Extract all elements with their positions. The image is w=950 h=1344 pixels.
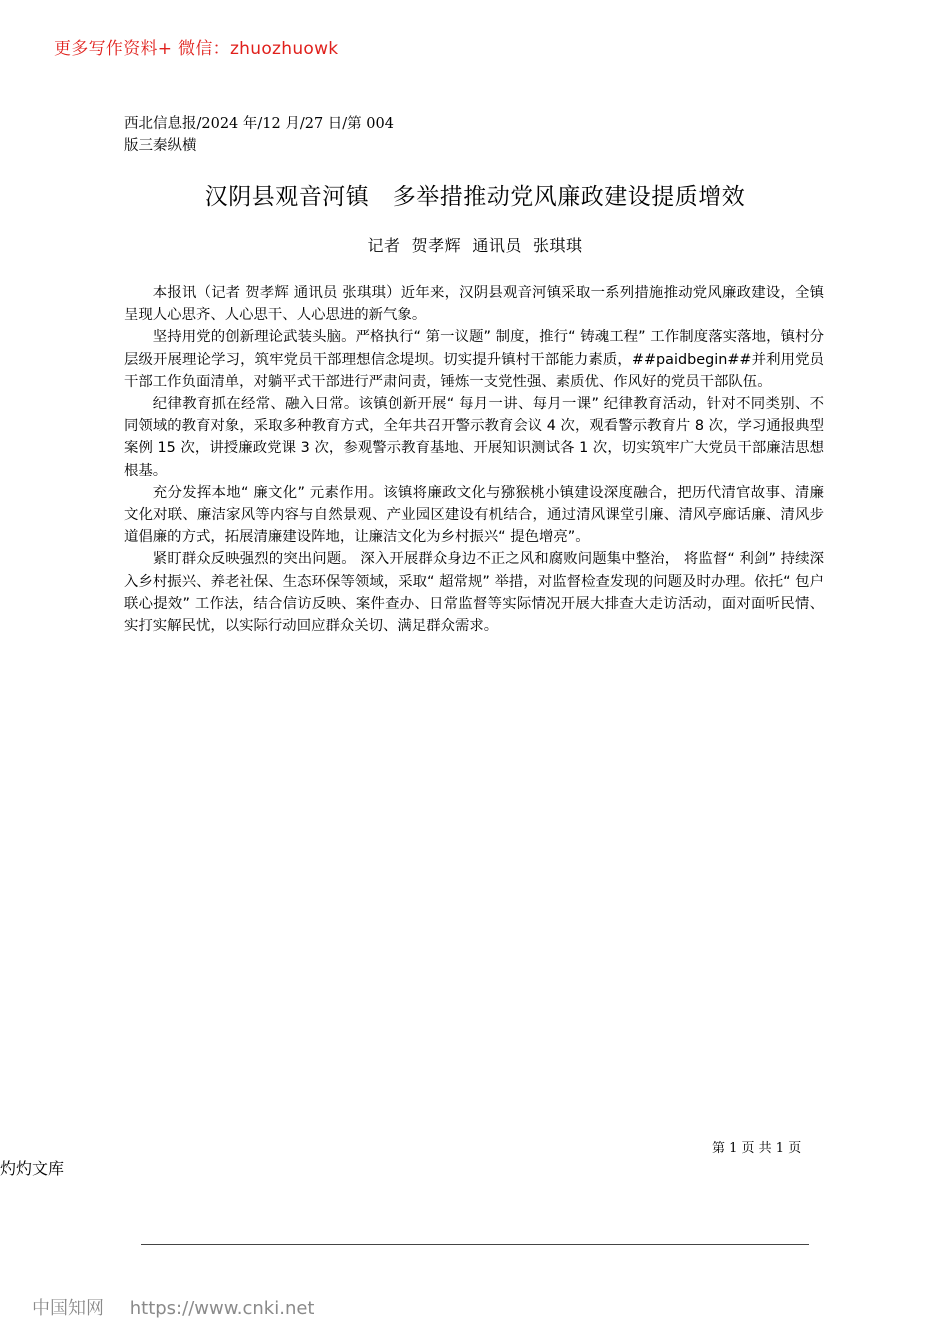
footer-divider: [141, 1244, 809, 1245]
source-info: [124, 113, 424, 157]
promo-banner: 更多写作资料+ 微信：zhuozhuowk: [54, 39, 339, 59]
footer-brand: 中国知网: [32, 1298, 104, 1319]
paragraph-1: 本报讯（记者 贺孝辉 通讯员 张琪琪）近年来，汉阴县观音河镇采取一系列措施推动党风廉政建设，全镇呈现人心思齐、人心思干、人心思进的新气象。: [124, 285, 824, 324]
wenku-watermark: 灼灼文库: [0, 1159, 65, 1178]
paragraph-2: 坚持用党的创新理论武装头脑。严格执行“ 第一议题” 制度，推行“ 铸魂工程” 工作制度落实落地，镇村分层级开展理论学习，筑牢党员干部理想信念堤坝。切实提升镇村干部能力素质，##paidbegin##并利用党员干部工作负面清单，对躺平式干部进行严肃问责，锤炼一支党性强、素质优、作风好的党员干部队伍。: [124, 329, 824, 390]
paragraph-4: 充分发挥本地“ 廉文化” 元素作用。该镇将廉政文化与猕猴桃小镇建设深度融合，把历代清官故事、清廉文化对联、廉洁家风等内容与自然景观、产业园区建设有机结合，通过清风课堂引廉、清风亭廊话廉、清风步道倡廉的方式，拓展清廉建设阵地，让廉洁文化为乡村振兴“ 提色增亮”。: [124, 484, 824, 546]
footer-url[interactable]: https://www.cnki.net: [129, 1298, 315, 1319]
paragraph-5: 紧盯群众反映强烈的突出问题。 深入开展群众身边不正之风和腐败问题集中整治， 将监督“ 利剑” 持续深入乡村振兴、养老社保、生态环保等领域，采取“ 超常规” 举措，对监督检查发现的问题及时办理。依托“ 包户联心提效” 工作法，结合信访反映、案件查办、日常监督等实际情况开展大排查大走访活动，面对面听民情、实打实解民忧，以实际行动回应群众关切、满足群众需求。: [124, 551, 824, 635]
footer: [32, 1294, 334, 1320]
article-byline: 记者 贺孝辉 通讯员 张琪琪: [367, 236, 583, 255]
article-body: [124, 282, 824, 637]
paragraph-3: 纪律教育抓在经常、融入日常。该镇创新开展“ 每月一讲、每月一课” 纪律教育活动，针对不同类别、不同领域的教育对象，采取多种教育方式，全年共召开警示教育会议 4 次，观看警示教育片 8 次，学习通报典型案例 15 次，讲授廉政党课 3 次，参观警示教育基地、开展知识测试各 1 次，切实筑牢广大党员干部廉洁思想根基。: [124, 396, 824, 479]
page-number: 第 1 页 共 1 页: [712, 1141, 802, 1156]
source-line-2: 版三秦纵横: [124, 138, 197, 154]
article-title: 汉阴县观音河镇 多举措推动党风廉政建设提质增效: [204, 184, 746, 210]
source-line-1: 西北信息报/2024 年/12 月/27 日/第 004: [124, 116, 394, 132]
